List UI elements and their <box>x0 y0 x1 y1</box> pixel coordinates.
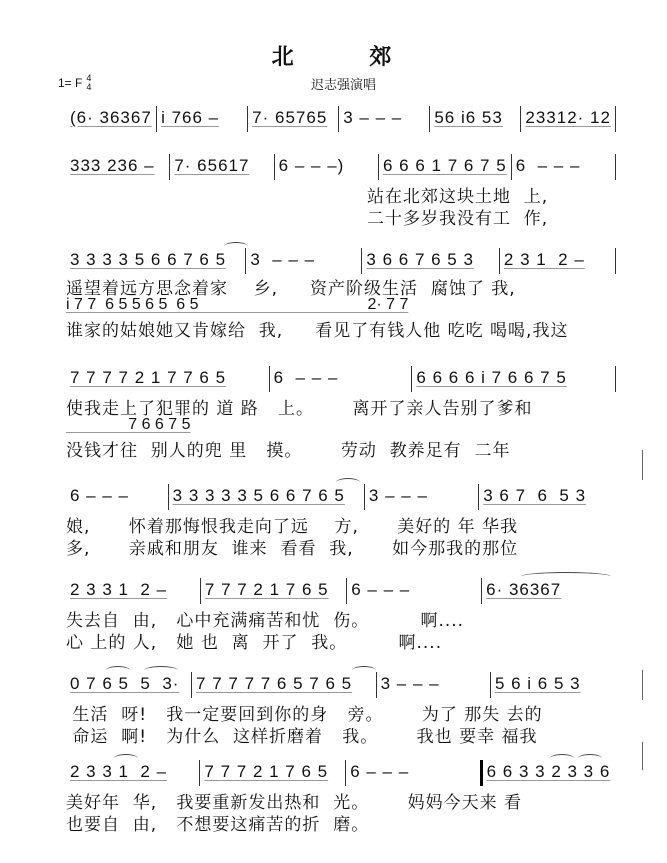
measure: 6 – – – <box>70 486 129 505</box>
measure: 3 6 7 6 5 3 <box>483 486 587 505</box>
measure: 2 3 3 1 2 – <box>70 580 168 599</box>
staff-system-8 <box>66 760 616 835</box>
bar-line <box>615 106 616 132</box>
bar-line <box>615 248 616 274</box>
lyric-verse-2: 也要自 由, 不想要这痛苦的折 磨。 <box>66 815 370 835</box>
measure: 7 7 7 2 1 7 6 5 <box>204 762 329 781</box>
lyric-verse-2: 命运 啊! 为什么 这样折磨着 我。 我也 要幸 福我 <box>66 727 538 747</box>
measure: 6 6 6 1 7 6 7 5 <box>382 156 507 175</box>
time-signature: 4 4 <box>86 73 92 92</box>
measure: 6 – – –) <box>278 156 345 175</box>
staff-system-7 <box>66 672 616 747</box>
page-edge-line <box>642 450 643 480</box>
measure: 6 – – – <box>350 762 410 781</box>
measure: i 766 – <box>161 108 220 127</box>
page-edge-line <box>642 670 643 700</box>
measure: 3 – – – <box>380 674 440 693</box>
lyric-verse-1: 美好年 华, 我要重新发出热和 光。 妈妈今天来 看 <box>66 793 523 813</box>
lyric-verse-2: 二十多岁我没有工 作, <box>66 209 549 229</box>
measure: 2 3 1 2 – <box>503 250 585 269</box>
notation-line <box>66 760 616 782</box>
bar-line <box>615 366 616 392</box>
lyric-verse-2: 没钱才往 别人的兜 里 摸。 劳动 教养足有 二年 <box>66 441 511 461</box>
measure: 56 i6 53 <box>434 108 503 127</box>
notation-line <box>66 484 616 506</box>
measure: 3 3 3 3 5 6 6 7 6 5 <box>70 250 227 269</box>
measure: 7 7 7 2 1 7 6 5 <box>204 580 329 599</box>
measure: 333 236 – <box>70 156 155 175</box>
measure: 3 – – – <box>250 250 316 269</box>
measure: 7 7 7 7 2 1 7 7 6 5 <box>70 368 227 387</box>
measure: 5 6 i 6 5 3 <box>494 674 581 693</box>
page-edge-line <box>642 742 643 770</box>
lyric-verse-2: 多, 亲戚和朋友 谁来 看看 我, 如今那我的那位 <box>66 539 519 559</box>
measure: 3 6 6 7 6 5 3 <box>366 250 474 269</box>
measure: 2 3 3 1 2 – <box>70 762 168 781</box>
measure: 6 – – – <box>351 580 411 599</box>
singer-credit: 迟志强演唱 <box>310 78 376 93</box>
notation-line <box>66 672 616 694</box>
staff-system-2 <box>66 154 616 229</box>
staff-system-3 <box>66 248 616 341</box>
notation-line <box>66 366 616 388</box>
lyric-verse-1: 失去自 由, 心中充满痛苦和忧 伤。 啊.... <box>66 611 465 631</box>
measure: 6 – – – <box>273 368 339 387</box>
staff-system-1 <box>66 106 616 128</box>
lyric-verse-1: 站在北郊这块土地 上, <box>66 187 549 207</box>
lyric-verse-1: 使我走上了犯罪的 道 路 上。 离开了亲人告别了爹和 <box>66 399 533 419</box>
staff-system-4 <box>66 366 616 461</box>
lyric-verse-2: 心 上的 人, 她 也 离 开了 我。 啊.... <box>66 633 443 653</box>
lyric-verse-1: 生活 呀! 我一定要回到你的身 旁。 为了 那失 去的 <box>66 705 543 725</box>
notation-line <box>66 154 616 176</box>
lyric-verse-1: 遥望着远方思念着家 乡, 资产阶级生活 腐蚀了 我, <box>66 279 516 299</box>
measure: 3 3 3 3 3 5 6 6 7 6 5 <box>172 486 345 505</box>
alternate-notation-verse-2: i 7 7 6 5 5 6 5 6 5 2· 7 7 <box>66 296 409 313</box>
measure: 7· 65765 <box>252 108 328 127</box>
measure: 23312· 12 <box>525 108 611 127</box>
staff-system-5 <box>66 484 616 559</box>
alternate-notation-verse-2: 7 6 6 7 5 <box>66 416 191 433</box>
measure: 3 – – – <box>368 486 428 505</box>
key-label: 1= F <box>58 76 83 90</box>
bar-line <box>615 154 616 180</box>
staff-system-6 <box>66 578 616 653</box>
notation-line <box>66 248 616 270</box>
notation-line <box>66 106 616 128</box>
lyric-verse-1: 娘, 怀着那悔恨我走向了远 方, 美好的 年 华我 <box>66 517 519 537</box>
notation-line <box>66 578 616 600</box>
measure: 0 7 6 5 5 3· <box>70 674 180 693</box>
measure: (6· 36367 <box>70 108 152 127</box>
measure: 6 – – – <box>515 156 581 175</box>
measure: 3 – – – <box>343 108 403 127</box>
measure: 7 7 7 7 7 6 5 7 6 5 <box>196 674 353 693</box>
measure: 6 6 3 3 2 3 3 6 <box>486 762 611 781</box>
lyric-verse-2: 谁家的姑娘她又肯嫁给 我, 看见了有钱人他 吃吃 喝喝,我这 <box>66 321 569 341</box>
measure: 6· 36367 <box>486 580 562 599</box>
measure: 7· 65617 <box>174 156 250 175</box>
measure: 6 6 6 6 i 7 6 6 7 5 <box>416 368 567 387</box>
song-title: 北 郊 <box>271 45 426 70</box>
